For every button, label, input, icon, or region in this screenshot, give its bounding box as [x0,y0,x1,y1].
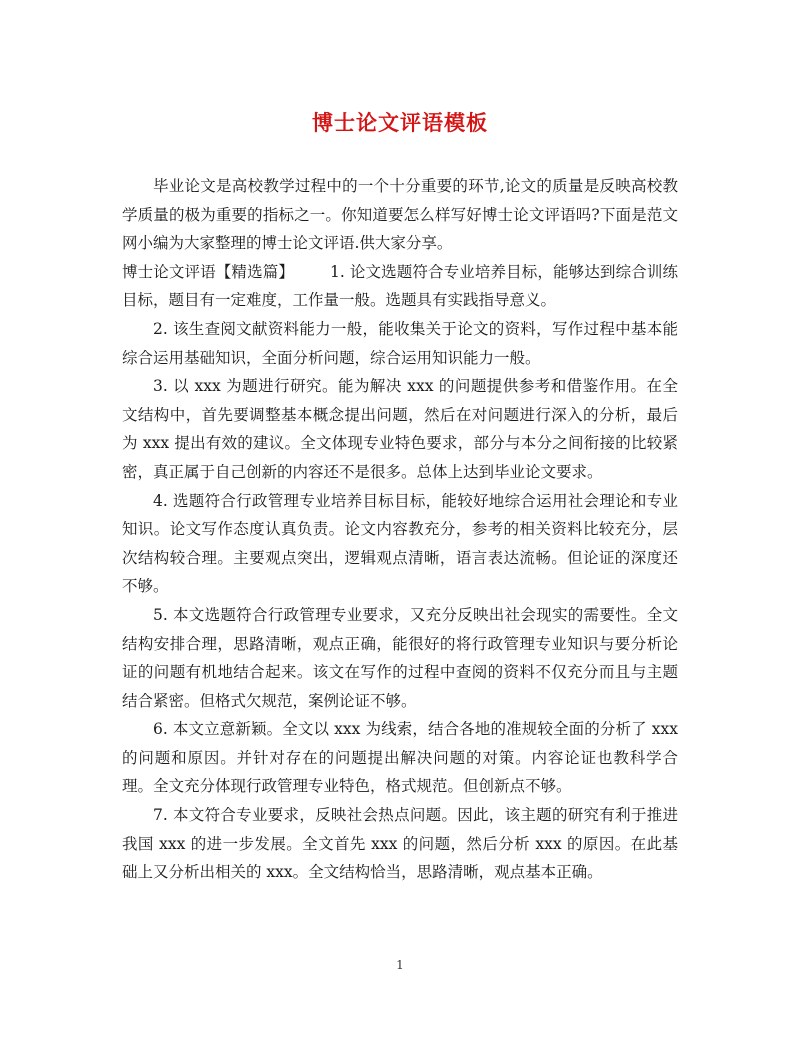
section-label: 博士论文评语【精选篇】 [122,262,294,281]
page-number: 1 [396,958,404,972]
item-1: 1. 论文选题符合专业培养目标，能够达到综合训练目标，题目有一定难度，工作量一般。选题具有实践指导意义。 [122,262,678,310]
item-6: 6. 本文立意新颖。全文以 xxx 为线索，结合各地的准规较全面的分析了 xxx 的问题和原因。并针对存在的问题提出解决问题的对策。内容论证也教科学合理。全文充分体现行政管理专业特色，格式规范。但创新点不够。 [122,720,678,796]
item-3: 3. 以 xxx 为题进行研究。能为解决 xxx 的问题提供参考和借鉴作用。在全文结构中，首先要调整基本概念提出问题，然后在对问题进行深入的分析，最后为 xxx 提出有效的建议。全文体现专业特色要求，部分与本分之间衔接的比较紧密，真正属于自己创新的内容还不是很多。总体上达到毕业论文要求。 [122,377,678,481]
item-4: 4. 选题符合行政管理专业培养目标目标，能较好地综合运用社会理论和专业知识。论文写作态度认真负责。论文内容教充分，参考的相关资料比较充分，层次结构较合理。主要观点突出，逻辑观点清晰，语言表达流畅。但论证的深度还不够。 [122,491,678,596]
section-paragraph [122,258,678,315]
item-5: 5. 本文选题符合行政管理专业要求，又充分反映出社会现实的需要性。全文结构安排合理，思路清晰，观点正确，能很好的将行政管理专业知识与要分析论证的问题有机地结合起来。该文在写作的过程中查阅的资料不仅充分而且与主题结合紧密。但格式欠规范，案例论证不够。 [122,605,678,710]
item-2: 2. 该生查阅文献资料能力一般，能收集关于论文的资料，写作过程中基本能综合运用基础知识，全面分析问题，综合运用知识能力一般。 [122,319,678,367]
intro-paragraph: 毕业论文是高校教学过程中的一个十分重要的环节,论文的质量是反映高校教学质量的极为重要的指标之一。你知道要怎么样写好博士论文评语吗?下面是范文网小编为大家整理的博士论文评语.供大家分享。 [122,177,678,253]
page-title: 博士论文评语模板 [312,110,488,135]
document-body [122,172,678,887]
item-7: 7. 本文符合专业要求，反映社会热点问题。因此，该主题的研究有利于推进我国 xxx 的进一步发展。全文首先 xxx 的问题，然后分析 xxx 的原因。在此基础上又分析出相关的 xxx。全文结构恰当，思路清晰，观点基本正确。 [122,806,678,882]
